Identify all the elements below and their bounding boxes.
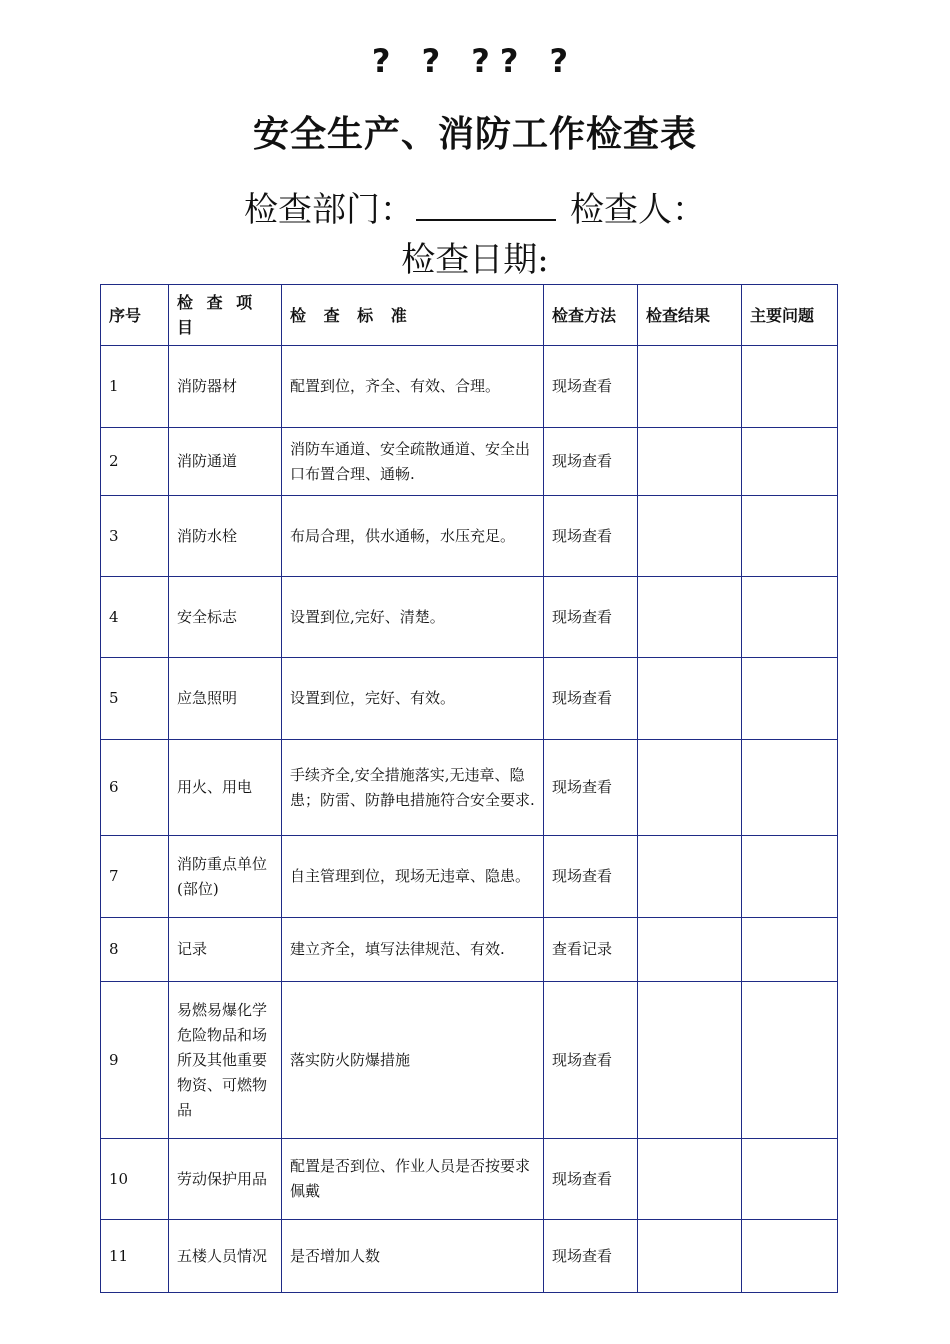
column-header-item: 检 查 项 目 [169,285,282,346]
column-header-issue: 主要问题 [742,285,838,346]
row-standard: 消防车通道、安全疏散通道、安全出口布置合理、通畅. [282,428,544,496]
row-method: 现场查看 [544,346,638,428]
department-blank-field[interactable] [416,189,556,221]
row-result[interactable] [638,346,742,428]
row-standard: 手续齐全,安全措施落实,无违章、隐患；防雷、防静电措施符合安全要求. [282,740,544,836]
row-number: 11 [101,1220,169,1293]
inspection-table [100,284,838,1293]
table-row [101,1220,838,1293]
row-result[interactable] [638,836,742,918]
column-header-result: 检查结果 [638,285,742,346]
row-result[interactable] [638,982,742,1139]
table-row [101,496,838,577]
row-method: 现场查看 [544,428,638,496]
row-standard: 设置到位，完好、有效。 [282,658,544,740]
row-method: 查看记录 [544,918,638,982]
row-item: 消防重点单位(部位) [169,836,282,918]
page-title: 安全生产、消防工作检查表 [252,114,697,155]
row-item: 易燃易爆化学危险物品和场所及其他重要物资、可燃物品 [169,982,282,1139]
table-row [101,577,838,658]
table-row [101,658,838,740]
table-header-row [101,285,838,346]
row-method: 现场查看 [544,1220,638,1293]
row-issue[interactable] [742,1139,838,1220]
row-standard: 设置到位,完好、清楚。 [282,577,544,658]
row-issue[interactable] [742,740,838,836]
row-issue[interactable] [742,836,838,918]
row-issue[interactable] [742,918,838,982]
row-number: 2 [101,428,169,496]
row-item: 记录 [169,918,282,982]
row-issue[interactable] [742,982,838,1139]
date-meta-line [0,232,950,281]
table-row [101,346,838,428]
column-header-method: 检查方法 [544,285,638,346]
row-item: 用火、用电 [169,740,282,836]
row-result[interactable] [638,1139,742,1220]
row-method: 现场查看 [544,740,638,836]
inspection-meta-line [0,182,950,231]
row-method: 现场查看 [544,836,638,918]
row-issue[interactable] [742,346,838,428]
row-method: 现场查看 [544,577,638,658]
row-item: 应急照明 [169,658,282,740]
row-method: 现场查看 [544,658,638,740]
row-standard: 是否增加人数 [282,1220,544,1293]
table-row [101,918,838,982]
row-number: 1 [101,346,169,428]
inspector-label: 检查人： [570,190,706,230]
row-item: 五楼人员情况 [169,1220,282,1293]
row-number: 10 [101,1139,169,1220]
row-issue[interactable] [742,658,838,740]
row-standard: 自主管理到位，现场无违章、隐患。 [282,836,544,918]
row-result[interactable] [638,918,742,982]
table-row [101,1139,838,1220]
row-standard: 落实防火防爆措施 [282,982,544,1139]
row-method: 现场查看 [544,496,638,577]
row-item: 消防水栓 [169,496,282,577]
row-method: 现场查看 [544,982,638,1139]
row-number: 9 [101,982,169,1139]
row-item: 消防器材 [169,346,282,428]
row-issue[interactable] [742,428,838,496]
row-result[interactable] [638,1220,742,1293]
date-label: 检查日期: [401,240,549,280]
row-number: 7 [101,836,169,918]
department-label: 检查部门： [244,190,414,230]
column-header-number: 序号 [101,285,169,346]
row-result[interactable] [638,740,742,836]
row-number: 8 [101,918,169,982]
row-item: 劳动保护用品 [169,1139,282,1220]
row-item: 消防通道 [169,428,282,496]
row-issue[interactable] [742,496,838,577]
row-number: 5 [101,658,169,740]
row-issue[interactable] [742,1220,838,1293]
row-result[interactable] [638,496,742,577]
column-header-standard: 检 查 标 准 [282,285,544,346]
garbled-header: ? ? ?? ? [371,42,579,80]
row-result[interactable] [638,577,742,658]
row-item: 安全标志 [169,577,282,658]
row-number: 3 [101,496,169,577]
row-issue[interactable] [742,577,838,658]
row-standard: 布局合理，供水通畅，水压充足。 [282,496,544,577]
row-standard: 建立齐全，填写法律规范、有效. [282,918,544,982]
table-row [101,428,838,496]
table-row [101,740,838,836]
row-standard: 配置到位，齐全、有效、合理。 [282,346,544,428]
row-standard: 配置是否到位、作业人员是否按要求佩戴 [282,1139,544,1220]
table-row [101,836,838,918]
row-result[interactable] [638,658,742,740]
row-result[interactable] [638,428,742,496]
table-row [101,982,838,1139]
row-number: 4 [101,577,169,658]
row-number: 6 [101,740,169,836]
row-method: 现场查看 [544,1139,638,1220]
